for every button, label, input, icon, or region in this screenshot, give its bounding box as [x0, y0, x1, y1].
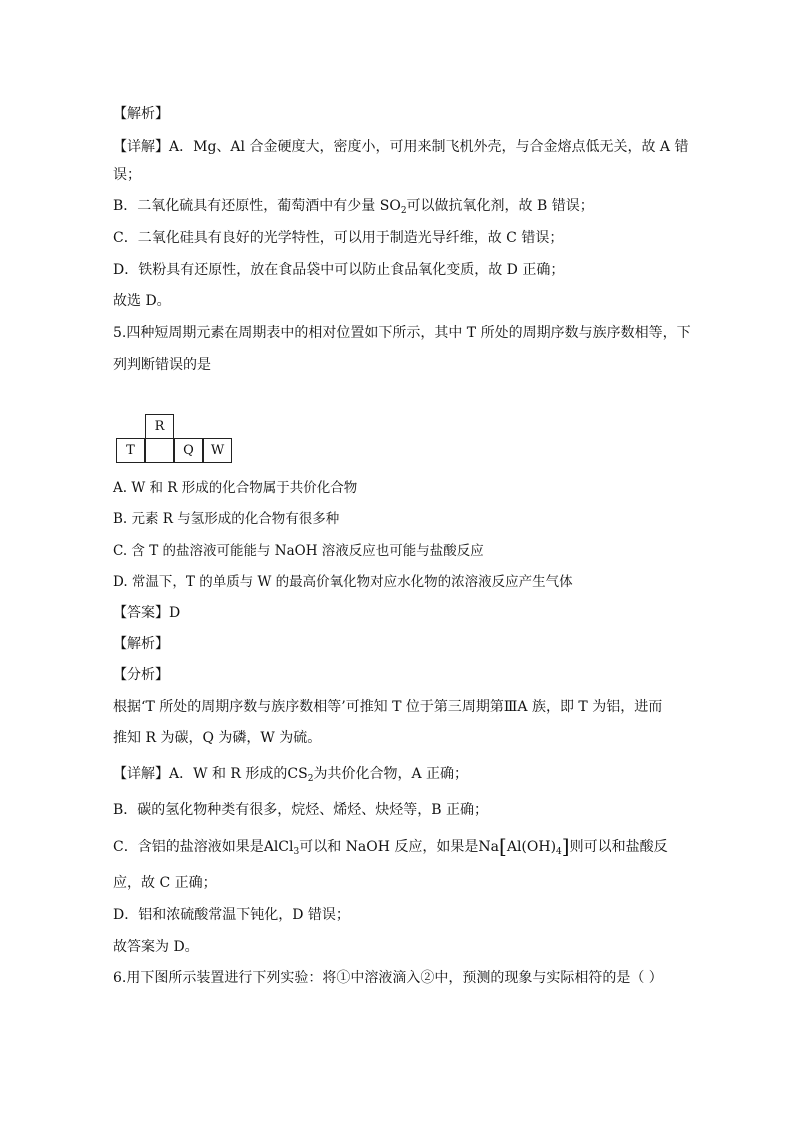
q5-detail-c-post: 则可以和盐酸反 — [569, 839, 668, 855]
q5-detail-a-post: 为共价化合物，A 正确； — [313, 766, 469, 782]
alcl3-formula — [264, 839, 300, 855]
q5-option-c: C. 含 T 的盐溶液可能能与 NaOH 溶液反应也可能与盐酸反应 — [113, 543, 484, 559]
q5-detail-a — [113, 764, 468, 784]
q5-detail-c-mid: 可以和 NaOH 反应，如果是 — [299, 839, 479, 855]
q4-conclusion: 故选 D。 — [113, 293, 171, 309]
q6-stem: 6.用下图所示装置进行下列实验：将①中溶液滴入②中，预测的现象与实际相符的是（ ） — [113, 970, 663, 986]
q4-detail-b-pre: B．二氧化硫具有还原性，葡萄酒中有少量 SO — [113, 198, 401, 214]
bracket-close: ] — [561, 834, 570, 858]
table-cell-w: W — [203, 438, 232, 463]
q5-detail-c-cont: 应，故 C 正确； — [113, 875, 217, 891]
q4-jiexi-heading: 【解析】 — [113, 106, 169, 122]
q4-detail-b — [113, 196, 594, 216]
table-cell-r: R — [145, 414, 174, 439]
q5-analysis-line1: 根据‘T 所处的周期序数与族序数相等’可推知 T 位于第三周期第ⅢA 族，即 T 为铝，进而 — [113, 699, 663, 715]
q5-detail-c — [113, 836, 668, 857]
cs-formula-sub: 2 — [307, 774, 314, 784]
q4-detail-b-sub: 2 — [400, 206, 407, 216]
table-cell-q: Q — [174, 438, 203, 463]
q5-option-a: A. W 和 R 形成的化合物属于共价化合物 — [113, 480, 358, 496]
table-cell-empty — [145, 438, 174, 463]
q4-detail-head: 【详解】 — [113, 139, 169, 155]
q4-detail-a-text: A．Mg、Al 合金硬度大，密度小，可用来制飞机外壳，与合金熔点低无关，故 A 错 — [169, 139, 689, 155]
q5-analysis-line2: 推知 R 为碳，Q 为磷，W 为硫。 — [113, 730, 322, 746]
q4-detail-c: C．二氧化硅具有良好的光学特性，可以用于制造光导纤维，故 C 错误； — [113, 230, 564, 246]
q5-detail-b: B．碳的氢化物种类有很多，烷烃、烯烃、炔烃等，B 正确； — [113, 802, 489, 818]
table-cell-t: T — [116, 438, 145, 463]
q4-detail-b-post: 可以做抗氧化剂，故 B 错误； — [406, 198, 594, 214]
q5-option-b: B. 元素 R 与氢形成的化合物有很多种 — [113, 511, 340, 527]
cs-formula-text: CS — [287, 766, 308, 782]
q5-detail-a-pre: 【详解】A．W 和 R 形成的 — [113, 766, 288, 782]
q5-option-d: D. 常温下，T 的单质与 W 的最高价氧化物对应水化物的浓溶液反应产生气体 — [113, 574, 573, 590]
q4-detail-a-cont: 误； — [113, 167, 141, 183]
q4-detail-d: D．铁粉具有还原性，放在食品袋中可以防止食品氧化变质，故 D 正确； — [113, 262, 565, 278]
q5-detail-c-pre: C．含铝的盐溶液如果是 — [113, 839, 264, 855]
na-aloh4-formula — [478, 834, 570, 858]
na-text: Na — [478, 839, 500, 855]
alcl3-text: AlCl — [263, 839, 294, 855]
q5-detail-d: D．铝和浓硫酸常温下钝化，D 错误； — [113, 907, 350, 923]
aloh-sub: 4 — [556, 847, 562, 857]
q5-stem-line1: 5.四种短周期元素在周期表中的相对位置如下所示，其中 T 所处的周期序数与族序数相等，下 — [113, 325, 691, 341]
bracket-open: [ — [499, 834, 507, 858]
q5-fenxi-heading: 【分析】 — [113, 667, 169, 683]
q5-answer: 【答案】D — [113, 605, 181, 621]
q5-cs2-formula — [287, 766, 313, 782]
q4-detail-a — [113, 137, 688, 157]
q5-conclusion: 故答案为 D。 — [113, 939, 199, 955]
q5-stem-line2: 列判断错误的是 — [113, 357, 211, 373]
q5-jiexi-heading: 【解析】 — [113, 636, 169, 652]
alcl3-sub: 3 — [293, 847, 300, 857]
periodic-table-fragment — [116, 414, 232, 464]
aloh-text: Al(OH) — [506, 839, 557, 855]
